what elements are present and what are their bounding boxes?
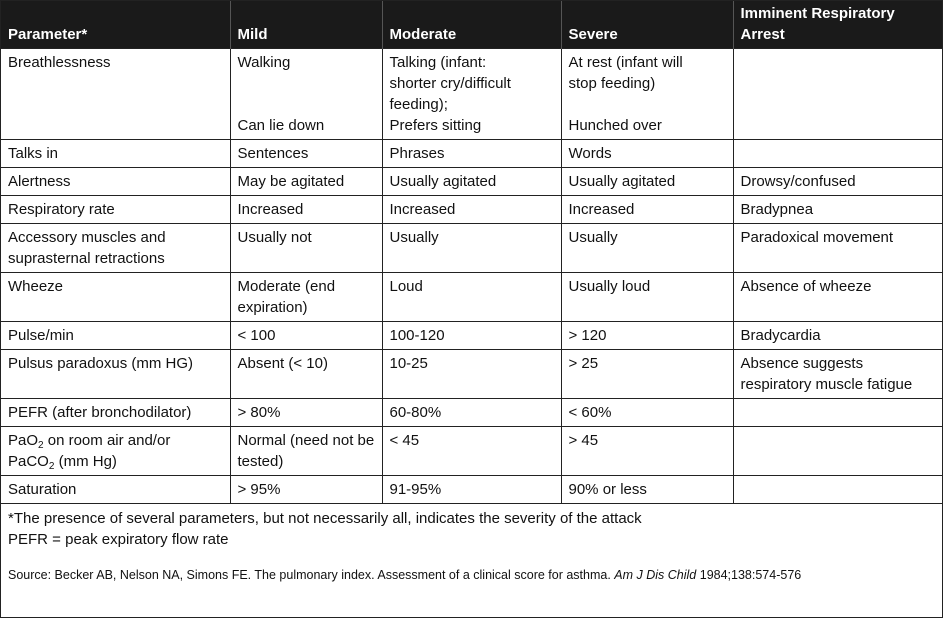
cell-moderate: Increased: [382, 196, 561, 224]
cell-arrest: [733, 49, 942, 140]
cell-arrest: Drowsy/confused: [733, 168, 942, 196]
table-row-wheeze: [1, 273, 942, 322]
cell-severe: [561, 49, 733, 140]
row-label: Wheeze: [1, 273, 230, 322]
gas-label-line-1: PaO$_2$ on room air and/or: [8, 432, 171, 451]
cell-line: At rest (infant will: [568, 54, 683, 71]
cell-arrest: Paradoxical movement: [733, 224, 942, 273]
cell-mild: Normal (need not be tested): [230, 427, 382, 476]
cell-line: Hunched over: [568, 117, 662, 134]
header-parameter: Parameter*: [1, 1, 230, 49]
cell-severe: > 45: [561, 427, 733, 476]
cell-severe: < 60%: [561, 399, 733, 427]
row-label: Pulsus paradoxus (mm HG): [1, 350, 230, 399]
cell-mild: [230, 49, 382, 140]
cell-arrest: [733, 476, 942, 504]
cell-severe: 90% or less: [561, 476, 733, 504]
cell-arrest: [733, 140, 942, 168]
row-label: Saturation: [1, 476, 230, 504]
table-row-blood-gas: [1, 427, 942, 476]
table-row-respiratory-rate: [1, 196, 942, 224]
cell-severe: > 120: [561, 322, 733, 350]
table-row-pefr: [1, 399, 942, 427]
cell-mild: Increased: [230, 196, 382, 224]
table-body: [1, 49, 942, 504]
table-row-pulsus-paradoxus: [1, 350, 942, 399]
table-row-breathlessness: [1, 49, 942, 140]
header-mild: Mild: [230, 1, 382, 49]
cell-moderate: [382, 49, 561, 140]
row-label: Alertness: [1, 168, 230, 196]
header-imminent-arrest: Imminent Respiratory Arrest: [733, 1, 942, 49]
row-label: Breathlessness: [1, 49, 230, 140]
header-row: [1, 1, 942, 49]
table-footnotes: [1, 504, 942, 590]
cell-mild: Usually not: [230, 224, 382, 273]
cell-moderate: Usually agitated: [382, 168, 561, 196]
row-label: Respiratory rate: [1, 196, 230, 224]
cell-arrest: [733, 427, 942, 476]
cell-moderate: 100-120: [382, 322, 561, 350]
cell-line: feeding);: [389, 96, 448, 113]
cell-line: Talking (infant:: [389, 54, 487, 71]
cell-line: Can lie down: [237, 117, 325, 134]
cell-severe: > 25: [561, 350, 733, 399]
table-header: [1, 1, 942, 49]
cell-severe: Usually agitated: [561, 168, 733, 196]
cell-line: stop feeding): [568, 75, 656, 92]
cell-severe: Words: [561, 140, 733, 168]
cell-moderate: 91-95%: [382, 476, 561, 504]
cell-mild: > 95%: [230, 476, 382, 504]
cell-arrest: Bradypnea: [733, 196, 942, 224]
cell-arrest: [733, 399, 942, 427]
gas-label-line-2: PaCO$_2$ (mm Hg): [8, 453, 117, 472]
cell-mild: > 80%: [230, 399, 382, 427]
cell-severe: Increased: [561, 196, 733, 224]
cell-arrest: Absence of wheeze: [733, 273, 942, 322]
row-label: Talks in: [1, 140, 230, 168]
cell-arrest: Bradycardia: [733, 322, 942, 350]
cell-line: shorter cry/difficult: [389, 75, 511, 92]
row-label: Pulse/min: [1, 322, 230, 350]
table-row-alertness: [1, 168, 942, 196]
table-row-saturation: [1, 476, 942, 504]
cell-mild: May be agitated: [230, 168, 382, 196]
cell-severe: Usually loud: [561, 273, 733, 322]
cell-moderate: Usually: [382, 224, 561, 273]
cell-line: Walking: [237, 54, 291, 71]
table-row-accessory-muscles: [1, 224, 942, 273]
cell-moderate: Phrases: [382, 140, 561, 168]
table-row-pulse: [1, 322, 942, 350]
row-label: Accessory muscles and suprasternal retractions: [1, 224, 230, 273]
header-severe: Severe: [561, 1, 733, 49]
cell-mild: < 100: [230, 322, 382, 350]
source-citation: Source: Becker AB, Nelson NA, Simons FE. The pulmonary index. Assessment of a clinical score for asthma. Am J Dis Child 1984;138:574-576: [8, 568, 802, 582]
asthma-severity-table: [1, 1, 942, 504]
cell-mild: Sentences: [230, 140, 382, 168]
cell-moderate: 60-80%: [382, 399, 561, 427]
footnote-severity: *The presence of several parameters, but not necessarily all, indicates the severity of the attack: [8, 510, 642, 527]
cell-moderate: Loud: [382, 273, 561, 322]
row-label: [1, 427, 230, 476]
table-row-talks-in: [1, 140, 942, 168]
source-journal: Am J Dis Child: [614, 568, 697, 582]
footnote-pefr: PEFR = peak expiratory flow rate: [8, 531, 229, 548]
cell-mild: Moderate (end expiration): [230, 273, 382, 322]
row-label: PEFR (after bronchodilator): [1, 399, 230, 427]
cell-line: Prefers sitting: [389, 117, 482, 134]
cell-moderate: 10-25: [382, 350, 561, 399]
cell-moderate: < 45: [382, 427, 561, 476]
cell-mild: Absent (< 10): [230, 350, 382, 399]
cell-arrest: Absence suggests respiratory muscle fatigue: [733, 350, 942, 399]
cell-severe: Usually: [561, 224, 733, 273]
header-moderate: Moderate: [382, 1, 561, 49]
